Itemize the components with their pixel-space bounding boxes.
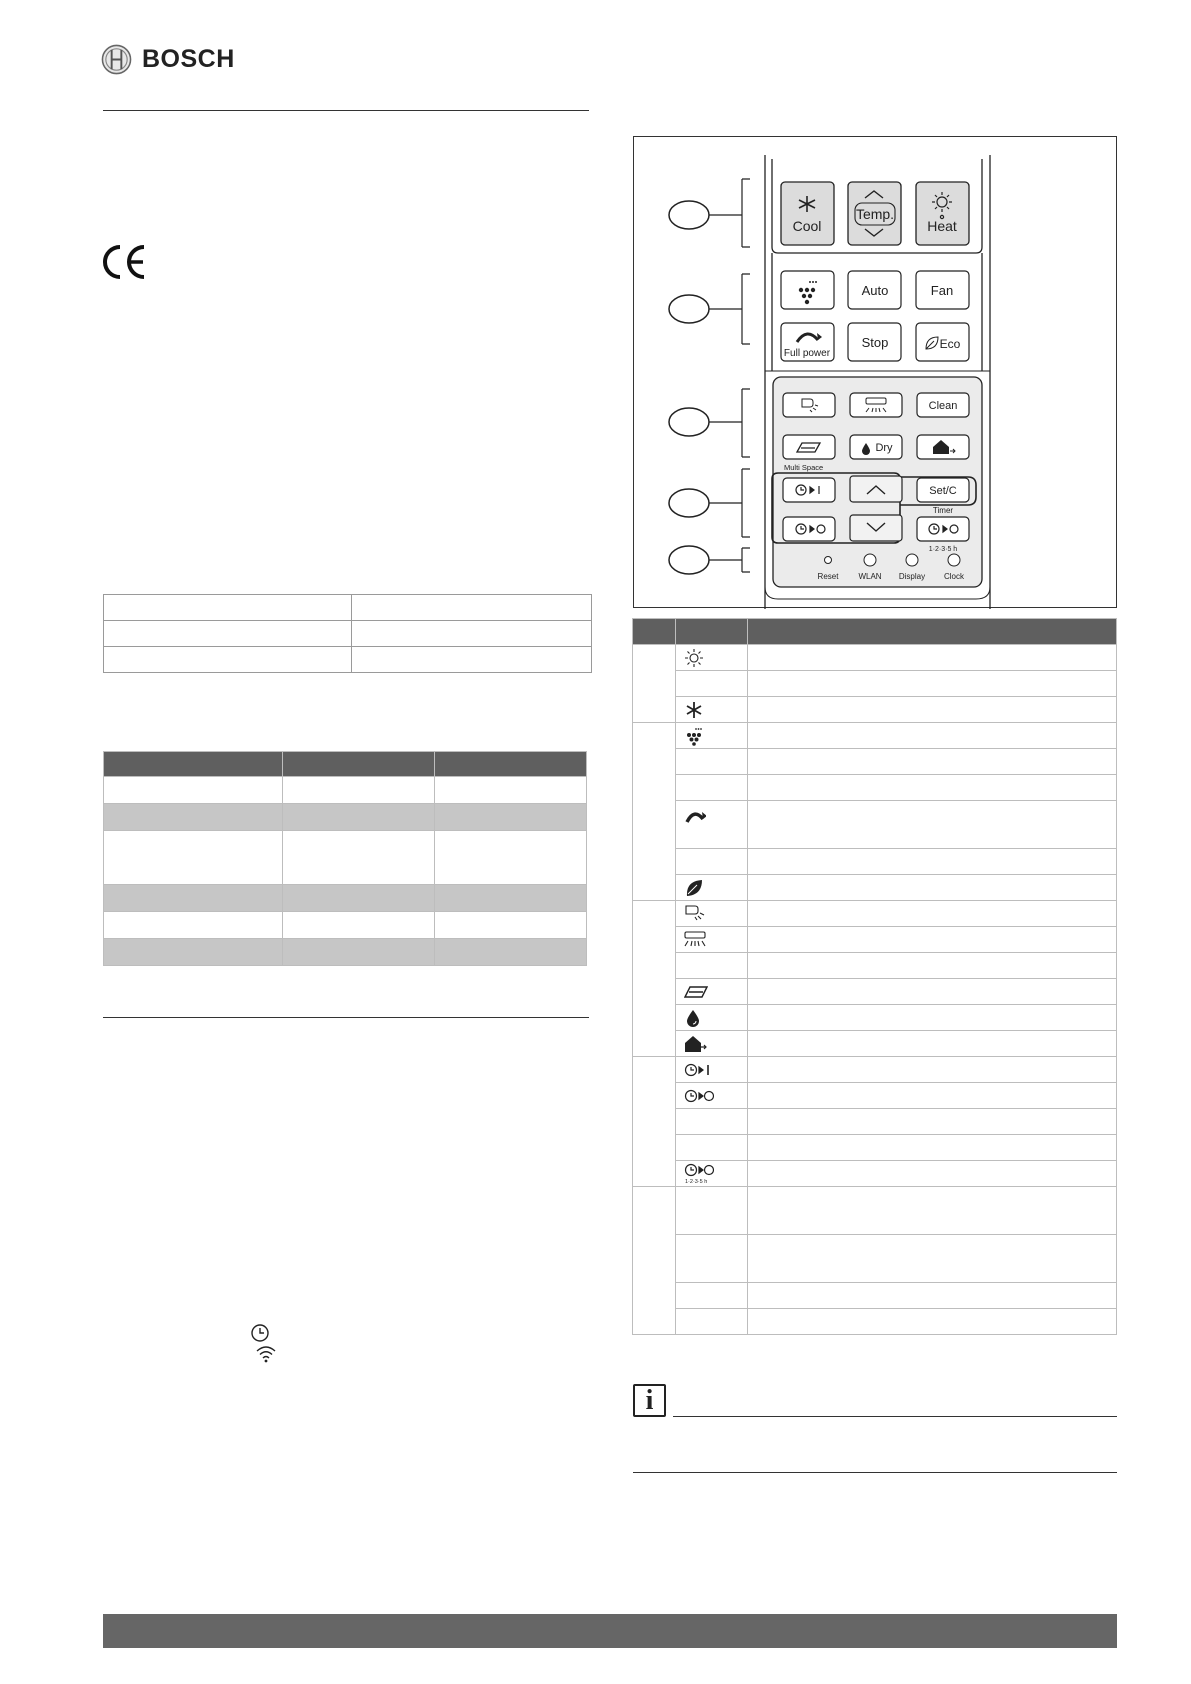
table-row <box>104 621 592 647</box>
sleep-timer-icon <box>684 1163 714 1185</box>
timer-off-icon <box>684 1088 714 1104</box>
table-row <box>633 1083 1117 1109</box>
full-power-icon <box>684 807 706 825</box>
swing-horizontal-icon <box>684 930 706 950</box>
table-row <box>633 1109 1117 1135</box>
table-row <box>633 723 1117 749</box>
brand-logo <box>101 44 235 75</box>
temp-label: Temp. <box>855 206 895 222</box>
heat-label: Heat <box>927 218 957 234</box>
timer-on-icon <box>684 1062 712 1078</box>
cool-label: Cool <box>792 218 822 234</box>
table-row <box>633 1235 1117 1283</box>
table-row <box>633 1161 1117 1187</box>
timer-hours-caption: 1·2·3·5 h <box>685 1178 708 1185</box>
clock-button[interactable] <box>948 554 960 566</box>
table-row <box>104 595 592 621</box>
reset-pinhole[interactable] <box>825 557 832 564</box>
swing-horizontal-button[interactable] <box>850 393 902 417</box>
info-end-rule <box>633 1472 1117 1473</box>
table-row <box>104 777 587 804</box>
button-description-table <box>632 618 1117 1335</box>
timer-down-button[interactable] <box>850 515 902 541</box>
multi-space-label: Multi Space <box>784 463 824 472</box>
table-row <box>633 1309 1117 1335</box>
remote-control-drawing <box>634 137 1118 609</box>
timer-up-button[interactable] <box>850 476 902 502</box>
data-table <box>103 751 587 966</box>
table-header-row <box>633 619 1117 645</box>
table-row <box>633 953 1117 979</box>
table-row <box>633 979 1117 1005</box>
spec-table <box>103 594 592 673</box>
table-row <box>633 697 1117 723</box>
swing-vertical-icon <box>684 904 706 924</box>
table-row <box>633 849 1117 875</box>
table-row <box>633 1187 1117 1235</box>
wlan-button[interactable] <box>864 554 876 566</box>
clock-label: Clock <box>943 572 965 581</box>
timer-hours-label: 1·2·3·5 h <box>928 546 958 553</box>
display-button[interactable] <box>906 554 918 566</box>
table-row <box>104 831 587 885</box>
multi-space-icon <box>684 985 708 999</box>
timer-on-button[interactable] <box>783 478 835 502</box>
table-row <box>633 927 1117 953</box>
table-row <box>633 775 1117 801</box>
clean-label: Clean <box>928 400 958 412</box>
callout-5 <box>669 546 709 574</box>
callout-4 <box>669 489 709 517</box>
timer-off-button[interactable] <box>783 517 835 541</box>
table-row <box>104 885 587 912</box>
cool-button[interactable] <box>781 182 834 245</box>
home-away-icon <box>684 1034 708 1054</box>
eco-leaf-icon <box>684 878 704 898</box>
clock-icon <box>250 1323 270 1343</box>
eco-label: Eco <box>939 337 961 351</box>
table-row <box>633 1135 1117 1161</box>
table-row <box>104 647 592 673</box>
table-row <box>104 912 587 939</box>
heat-button[interactable] <box>916 182 969 245</box>
info-rule <box>673 1416 1117 1417</box>
stop-label: Stop <box>861 335 889 350</box>
table-row <box>633 1283 1117 1309</box>
timer-label: Timer <box>932 506 954 515</box>
info-icon: i <box>633 1384 666 1417</box>
section-rule <box>103 1017 589 1018</box>
table-row <box>633 801 1117 849</box>
table-row <box>104 939 587 966</box>
table-row <box>633 1031 1117 1057</box>
remote-control-figure <box>633 136 1117 608</box>
table-header-row <box>104 752 587 777</box>
callout-2 <box>669 295 709 323</box>
wifi-icon <box>255 1344 277 1364</box>
table-row <box>633 671 1117 697</box>
dry-drop-icon <box>684 1008 704 1028</box>
callout-1 <box>669 201 709 229</box>
auto-label: Auto <box>861 283 889 298</box>
header-rule <box>103 110 589 111</box>
table-row <box>633 1005 1117 1031</box>
footer-bar <box>103 1614 1117 1648</box>
table-row <box>633 645 1117 671</box>
fan-speed-icon <box>684 726 704 746</box>
dry-label: Dry <box>875 442 893 454</box>
table-row <box>633 1057 1117 1083</box>
display-label: Display <box>898 572 926 581</box>
reset-label: Reset <box>817 572 839 581</box>
brand-name: BOSCH <box>142 45 235 73</box>
full-power-label: Full power <box>783 348 831 359</box>
table-row <box>633 749 1117 775</box>
ce-mark-icon <box>101 244 149 280</box>
table-row <box>633 875 1117 901</box>
sun-icon <box>684 648 704 668</box>
table-row <box>633 901 1117 927</box>
multi-space-button[interactable] <box>783 435 835 459</box>
table-row <box>104 804 587 831</box>
snowflake-icon <box>684 700 704 720</box>
bosch-armature-icon <box>101 44 132 75</box>
wlan-label: WLAN <box>858 572 882 581</box>
callout-3 <box>669 408 709 436</box>
swing-vertical-button[interactable] <box>783 393 835 417</box>
set-c-label: Set/C <box>929 485 957 497</box>
fan-label: Fan <box>930 283 954 298</box>
